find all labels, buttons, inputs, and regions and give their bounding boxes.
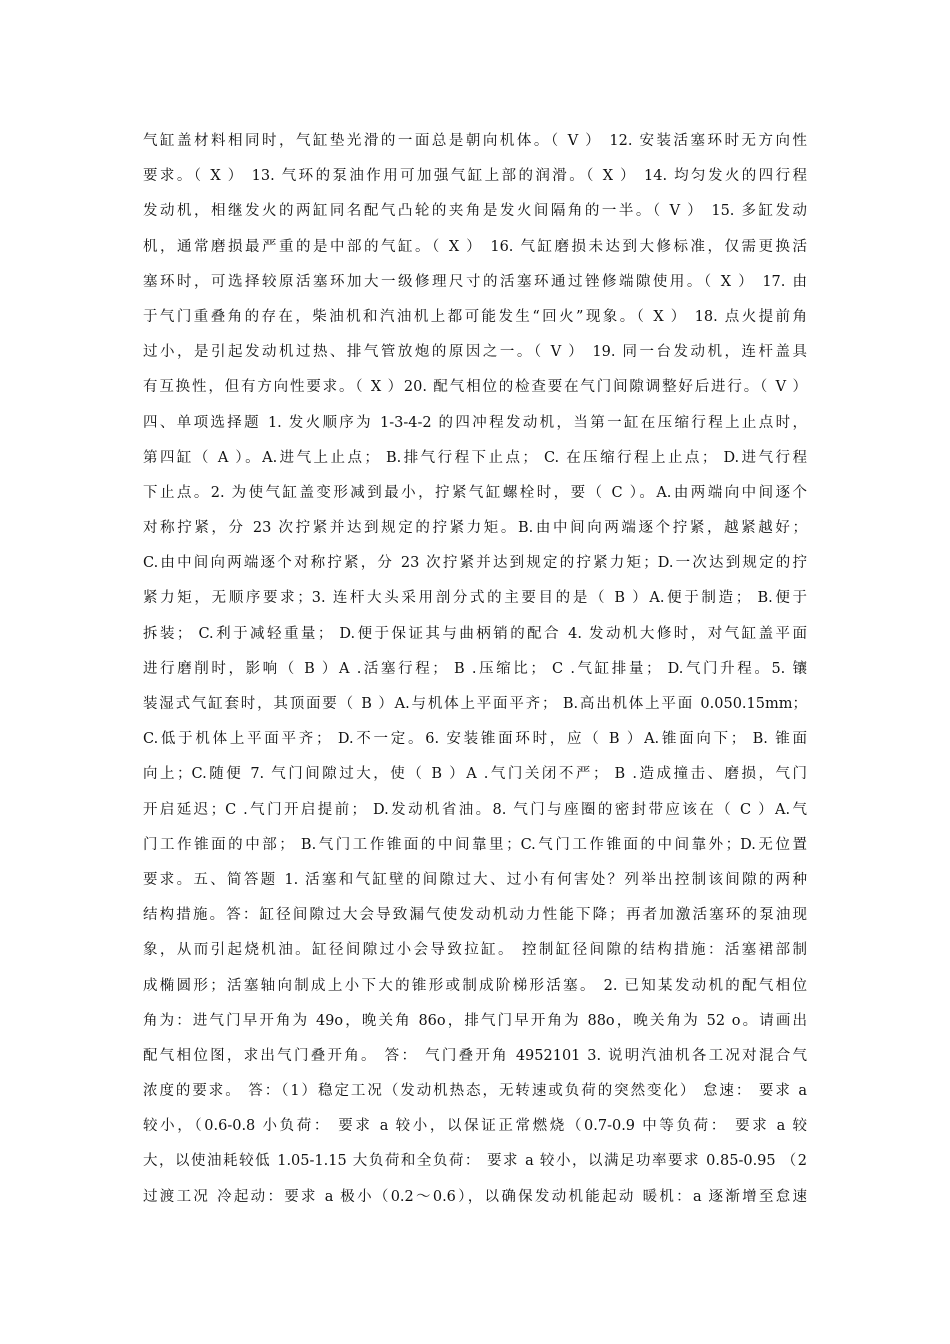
text-line: 第四缸（ A ）。A.进气上止点； B.排气行程下止点； C. 在压缩行程上止点； D.进气行程 — [143, 449, 807, 466]
text-line: 象，从而引起烧机油。缸径间隙过小会导致拉缸。 控制缸径间隙的结构措施：活塞裙部制 — [143, 942, 807, 959]
text-line: 要求。五、简答题 1. 活塞和气缸壁的间隙过大、过小有何害处？列举出控制该间隙的两种 — [143, 871, 807, 888]
text-line: C.由中间向两端逐个对称拧紧，分 23 次拧紧并达到规定的拧紧力矩；D.一次达到规定的拧 — [143, 555, 807, 572]
text-line: 过小，是引起发动机过热、排气管放炮的原因之一。（ V ） 19. 同一台发动机，连杆盖具 — [143, 344, 807, 361]
text-line: 向上；C.随便 7. 气门间隙过大，使（ B ）A .气门关闭不严； B .造成撞击、磨损，气门 — [143, 766, 807, 783]
text-line: 门工作锥面的中部； B.气门工作锥面的中间靠里；C.气门工作锥面的中间靠外；D.无位置 — [143, 836, 807, 853]
text-line: 四、单项选择题 1. 发火顺序为 1-3-4-2 的四冲程发动机，当第一缸在压缩行程上止点时， — [143, 414, 807, 431]
text-line: 角为：进气门早开角为 49o，晚关角 86o，排气门早开角为 88o，晚关角为 52 o。请画出 — [143, 1012, 807, 1029]
text-line: 开启延迟；C .气门开启提前； D.发动机省油。8. 气门与座圈的密封带应该在（ C ）A.气 — [143, 801, 807, 818]
text-line: C.低于机体上平面平齐； D.不一定。6. 安装锥面环时，应（ B ）A.锥面向下； B. 锥面 — [143, 731, 807, 748]
text-line: 结构措施。答：缸径间隙过大会导致漏气使发动机动力性能下降；再者加激活塞环的泵油现 — [143, 907, 807, 924]
text-line: 较小，（0.6-0.8 小负荷： 要求 a 较小，以保证正常燃烧（0.7-0.9 中等负荷： 要求 a 较 — [143, 1118, 807, 1135]
document-text-body — [143, 124, 807, 1215]
text-line: 装湿式气缸套时，其顶面要（ B ）A.与机体上平面平齐； B.高出机体上平面 0.050.15mm； — [143, 696, 807, 712]
text-line: 成椭圆形；活塞轴向制成上小下大的锥形或制成阶梯形活塞。 2. 已知某发动机的配气相位 — [143, 977, 807, 994]
text-line: 下止点。2. 为使气缸盖变形减到最小，拧紧气缸螺栓时，要（ C ）。A.由两端向中间逐个 — [143, 484, 807, 501]
text-line: 有互换性，但有方向性要求。（ X ）20. 配气相位的检查要在气门间隙调整好后进行。（ V ） — [143, 379, 807, 396]
text-line: 大，以使油耗较低 1.05-1.15 大负荷和全负荷： 要求 a 较小，以满足功率要求 0.85-0.95 （2 — [143, 1153, 807, 1170]
text-line: 对称拧紧，分 23 次拧紧并达到规定的拧紧力矩。B.由中间向两端逐个拧紧，越紧越好； — [143, 520, 807, 537]
text-line: 进行磨削时，影响（ B ）A .活塞行程； B .压缩比； C .气缸排量； D.气门升程。5. 镶 — [143, 660, 807, 677]
text-line: 紧力矩，无顺序要求；3. 连杆大头采用剖分式的主要目的是（ B ）A.便于制造； B.便于 — [143, 590, 807, 607]
text-line: 过渡工况 冷起动：要求 a 极小（0.2～0.6），以确保发动机能起动 暖机：a 逐渐增至怠速 — [143, 1188, 807, 1205]
text-line: 拆装； C.利于减轻重量； D.便于保证其与曲柄销的配合 4. 发动机大修时，对气缸盖平面 — [143, 625, 807, 642]
text-line: 浓度的要求。 答：（1）稳定工况（发动机热态，无转速或负荷的突然变化） 怠速： 要求 a — [143, 1083, 807, 1100]
text-line: 塞环时，可选择较原活塞环加大一级修理尺寸的活塞环通过锉修端隙使用。（ X ） 17. 由 — [143, 273, 807, 290]
text-line: 发动机，相继发火的两缸同名配气凸轮的夹角是发火间隔角的一半。（ V ） 15. 多缸发动 — [143, 203, 807, 220]
text-line: 配气相位图，求出气门叠开角。 答： 气门叠开角 4952101 3. 说明汽油机各工况对混合气 — [143, 1047, 807, 1064]
text-line: 机，通常磨损最严重的是中部的气缸。（ X ） 16. 气缸磨损未达到大修标准，仅需更换活 — [143, 238, 807, 255]
text-line: 气缸盖材料相同时，气缸垫光滑的一面总是朝向机体。（ V ） 12. 安装活塞环时无方向性 — [143, 133, 807, 149]
text-line: 于气门重叠角的存在，柴油机和汽油机上都可能发生“回火”现象。（ X ） 18. 点火提前角 — [143, 308, 807, 325]
text-line: 要求。（ X ） 13. 气环的泵油作用可加强气缸上部的润滑。（ X ） 14. 均匀发火的四行程 — [143, 168, 807, 185]
